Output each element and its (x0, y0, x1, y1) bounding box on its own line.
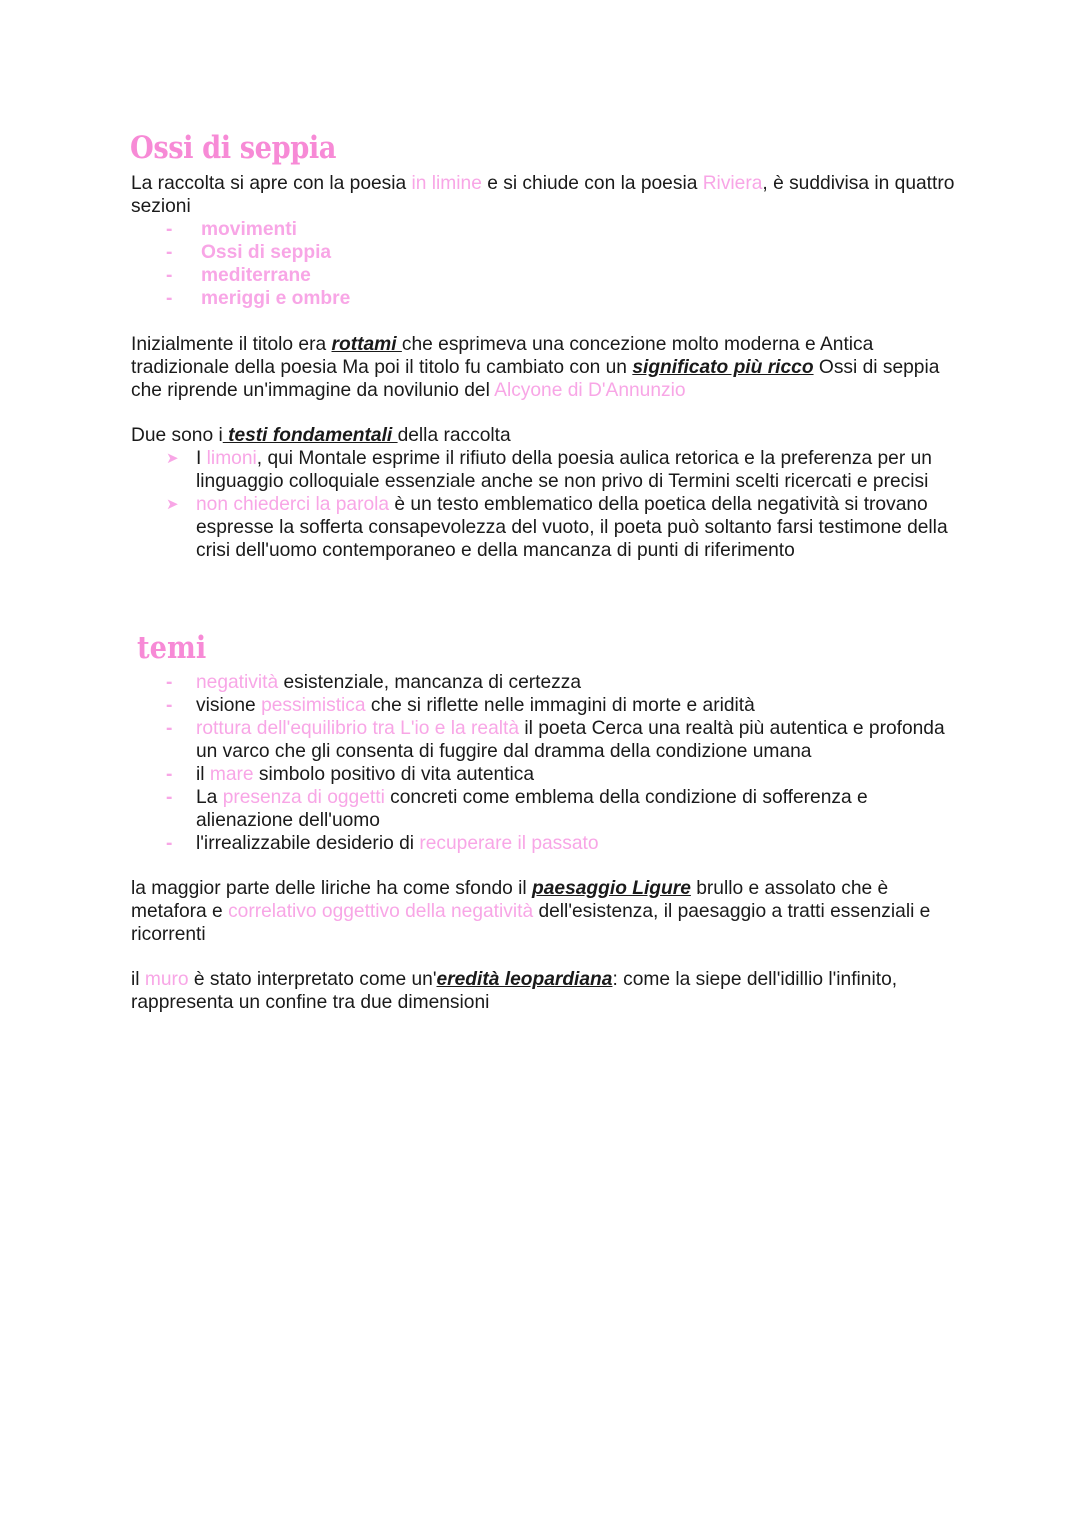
arrow-bullet-icon: ➤ (166, 450, 179, 467)
list-item: - mediterrane (131, 264, 350, 287)
list-item: ➤ I limoni, qui Montale esprime il rifiuto della poesia aulica retorica e la preferenza per un linguaggio colloquiale essenziale anche se non privo di Termini scelti ricercati e precisi (166, 448, 932, 492)
highlight-term: recuperare il passato (419, 833, 599, 854)
underlined-eredita: eredità leopardiana (436, 969, 613, 990)
highlight-term: pessimistica (261, 695, 366, 716)
underlined-significato: significato più ricco (632, 357, 814, 378)
testi-list (131, 447, 961, 562)
page-title: Ossi di seppia (130, 130, 337, 166)
paesaggio-paragraph: la maggior parte delle liriche ha come sfondo il paesaggio Ligure brullo e assolato che è metafora e correlativo oggettivo della negatività dell'esistenza, il paesaggio a tratti essenziali e ricorrenti (131, 878, 931, 945)
list-item: - movimenti (131, 218, 350, 241)
list-item: ➤ non chiederci la parola è un testo emblematico della poetica della negatività si trovano espresse la sofferta consapevolezza del vuoto, il poeta può soltanto farsi testimone della crisi dell'uomo contemporaneo e della mancanza di punti di riferimento (166, 494, 948, 561)
highlight-in-limine: in limine (411, 173, 482, 194)
muro-paragraph: il muro è stato interpretato come un'eredità leopardiana: come la siepe dell'idillio l'infinito, rappresenta un confine tra due dimensioni (131, 969, 898, 1013)
list-item: - visione pessimistica che si riflette nelle immagini di morte e aridità (131, 694, 961, 717)
list-item: - Ossi di seppia (131, 241, 350, 264)
list-item: - meriggi e ombre (131, 287, 350, 310)
testi-paragraph: Due sono i testi fondamentali della raccolta (131, 425, 511, 446)
highlight-limoni: limoni (206, 448, 257, 469)
temi-title: temi (137, 630, 207, 666)
highlight-term: presenza di oggetti (222, 787, 385, 808)
titolo-paragraph: Inizialmente il titolo era rottami che esprimeva una concezione molto moderna e Antica tradizionale della poesia Ma poi il titolo fu cambiato con un significato più ricco Ossi di seppia che riprende un'immagine da novilunio del Alcyone di D'Annunzio (131, 334, 940, 401)
temi-list (131, 671, 961, 855)
highlight-non-chiederci: non chiederci la parola (196, 494, 390, 515)
highlight-alcyone: Alcyone di D'Annunzio (494, 380, 686, 401)
highlight-correlativo: correlativo oggettivo della negatività (228, 901, 534, 922)
list-item: - rottura dell'equilibrio tra L'io e la realtà il poeta Cerca una realtà più autentica e profonda un varco che gli consenta di fuggire dal dramma della condizione umana (131, 717, 961, 763)
highlight-muro: muro (144, 969, 194, 990)
arrow-bullet-icon: ➤ (166, 496, 179, 513)
highlight-term: mare (209, 764, 254, 785)
underlined-rottami: rottami (331, 334, 402, 355)
list-item: - l'irrealizzabile desiderio di recuperare il passato (131, 832, 961, 855)
highlight-riviera: Riviera (702, 173, 763, 194)
underlined-paesaggio: paesaggio Ligure (532, 878, 691, 899)
list-item: - negatività esistenziale, mancanza di certezza (131, 671, 961, 694)
intro-paragraph: La raccolta si apre con la poesia in limine e si chiude con la poesia Riviera, è suddivisa in quattro sezioni (131, 173, 955, 217)
sections-list (131, 218, 350, 310)
highlight-term: negatività (196, 672, 279, 693)
highlight-term: rottura dell'equilibrio tra L'io e la realtà (196, 718, 520, 739)
list-item: - il mare simbolo positivo di vita autentica (131, 763, 961, 786)
underlined-testi: testi fondamentali (222, 425, 398, 446)
list-item: - La presenza di oggetti concreti come emblema della condizione di sofferenza e alienazione dell'uomo (131, 786, 961, 832)
